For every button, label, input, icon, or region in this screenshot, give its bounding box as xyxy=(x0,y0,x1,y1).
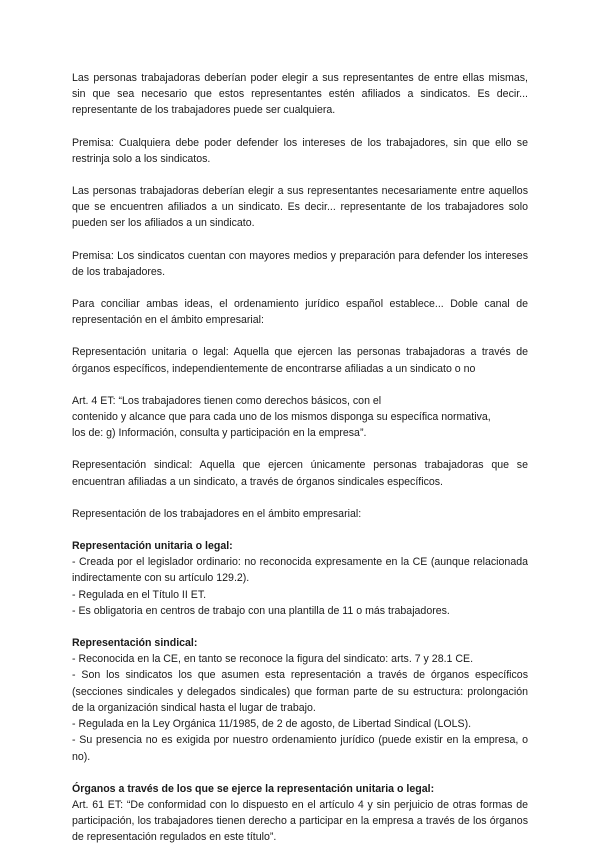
list-item: - Su presencia no es exigida por nuestro ordenamiento jurídico (puede existir en la empresa, o no). xyxy=(72,734,528,763)
list-item: - Son los sindicatos los que asumen esta representación a través de órganos específicos (secciones sindicales y delegados sindicales) que forman parte de su estructura: prolongación de la organización sindical hasta el lugar de trabajo. xyxy=(72,669,528,714)
list-item: - Reconocida en la CE, en tanto se reconoce la figura del sindicato: arts. 7 y 28.1 CE. xyxy=(72,653,474,666)
paragraph-ambito: Representación de los trabajadores en el ámbito empresarial: xyxy=(72,507,362,520)
section-unitaria xyxy=(72,538,528,619)
art-61-quote: Art. 61 ET: “De conformidad con lo dispuesto en el artículo 4 y sin perjuicio de otras formas de participación, los trabajadores tienen derecho a participar en la empresa a través de los órganos de representación regulados en este título”. xyxy=(72,798,528,844)
paragraph-1: Las personas trabajadoras deberían poder elegir a sus representantes de entre ellas mismas, sin que sea necesario que estos representantes estén afiliados a sindicatos. Es decir... representante de los trabajadores puede ser cualquiera. xyxy=(72,72,528,117)
section-title: Representación unitaria o legal: xyxy=(72,540,233,553)
premise-2: Premisa: Los sindicatos cuentan con mayores medios y preparación para defender los intereses de los trabajadores. xyxy=(72,249,528,278)
section-title: Órganos a través de los que se ejerce la representación unitaria o legal: xyxy=(72,782,435,795)
art-4-line: contenido y alcance que para cada uno de los mismos disponga su específica normativa, xyxy=(72,411,491,424)
list-item: - Es obligatoria en centros de trabajo con una plantilla de 11 o más trabajadores. xyxy=(72,604,450,617)
art-4-line: Art. 4 ET: “Los trabajadores tienen como derechos básicos, con el xyxy=(72,394,382,407)
list-item: - Regulada en el Título II ET. xyxy=(72,588,207,601)
paragraph-sindical-definition: Representación sindical: Aquella que ejercen únicamente personas trabajadoras que se encuentran afiliadas a un sindicato, a través de órganos sindicales específicos. xyxy=(72,459,528,488)
section-title: Representación sindical: xyxy=(72,637,198,650)
section-sindical xyxy=(72,635,528,765)
paragraph-unitaria-definition: Representación unitaria o legal: Aquella que ejercen las personas trabajadoras a través de órganos específicos, independientemente de encontrarse afiliadas a un sindicato o no xyxy=(72,346,528,375)
premise-1: Premisa: Cualquiera debe poder defender los intereses de los trabajadores, sin que ello se restrinja solo a los sindicatos. xyxy=(72,136,528,165)
list-item: - Creada por el legislador ordinario: no reconocida expresamente en la CE (aunque relacionada indirectamente con su artículo 129.2). xyxy=(72,556,528,585)
paragraph-doble-canal: Para conciliar ambas ideas, el ordenamiento jurídico español establece... Doble canal de representación en el ámbito empresarial: xyxy=(72,298,528,327)
section-organos xyxy=(72,781,528,846)
list-item: - Regulada en la Ley Orgánica 11/1985, de 2 de agosto, de Libertad Sindical (LOLS). xyxy=(72,718,472,731)
paragraph-2: Las personas trabajadoras deberían elegir a sus representantes necesariamente entre aquellos que se encuentren afiliados a un sindicato. Es decir... representante de los trabajadores solo pueden ser los afiliados a un sindicato. xyxy=(72,185,528,230)
art-4-line: los de: g) Información, consulta y participación en la empresa”. xyxy=(72,427,367,440)
art-4-quote xyxy=(72,393,528,442)
